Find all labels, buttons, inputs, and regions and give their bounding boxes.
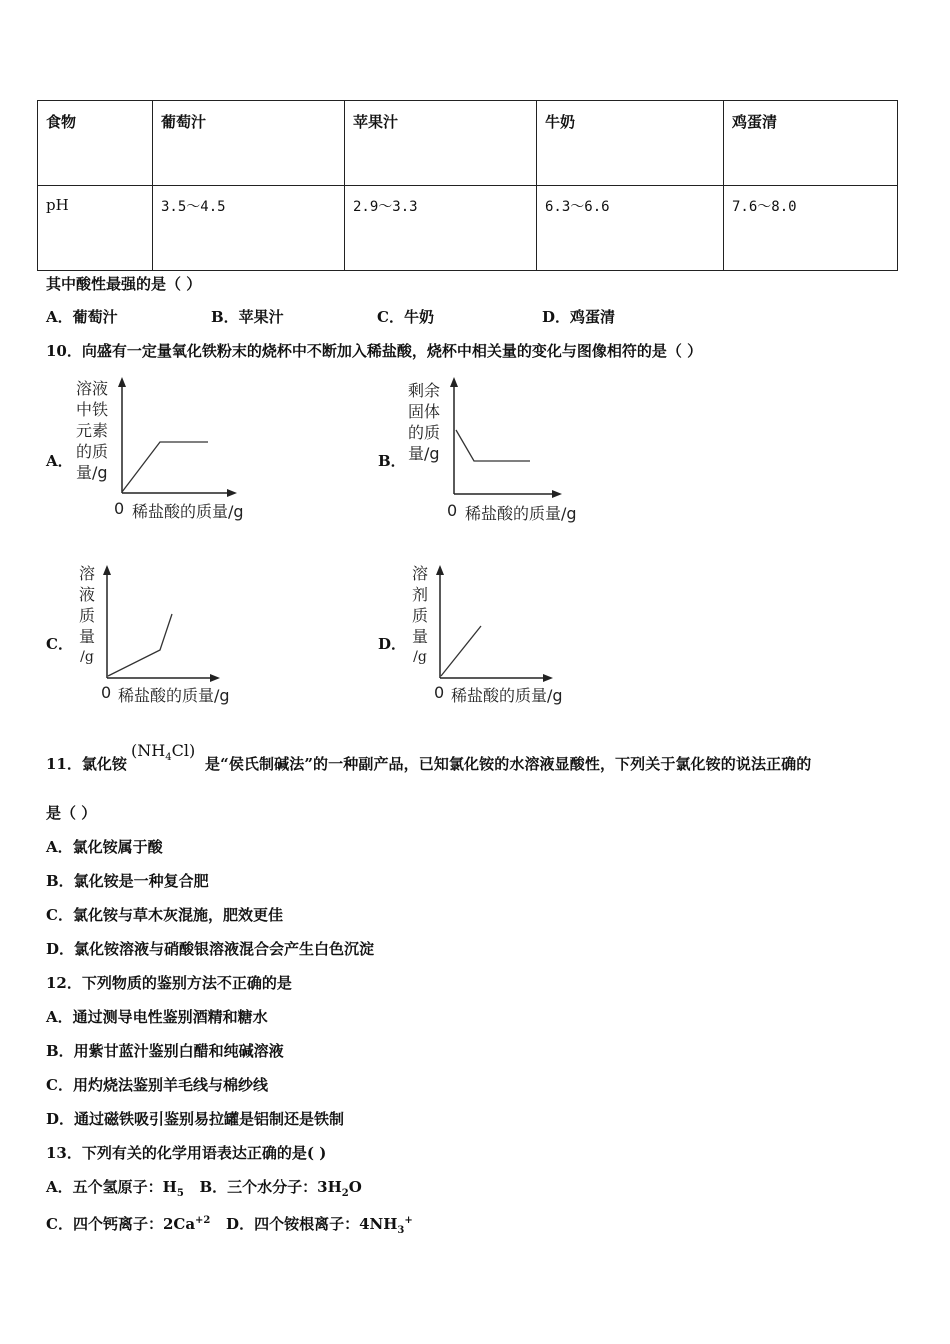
graph-c-ylabel-line: 质 bbox=[78, 606, 95, 625]
table-cell: 7.6～8.0 bbox=[724, 186, 898, 271]
graph-b-origin: 0 bbox=[447, 501, 458, 520]
graph-b-ylabel-line: 固体 bbox=[408, 402, 441, 421]
graph-a-ylabel bbox=[76, 378, 108, 483]
table-header-cell: 苹果汁 bbox=[345, 101, 537, 186]
graph-a-ylabel-line: 元素 bbox=[76, 421, 109, 440]
graph-b-ylabel-line: 剩余 bbox=[408, 381, 441, 400]
table-row-label: pH bbox=[38, 186, 153, 271]
graph-c-ylabel-line: /g bbox=[80, 649, 94, 665]
q12-option-a: A．通过测导电性鉴别酒精和糖水 bbox=[46, 1008, 268, 1026]
table-cell: 2.9～3.3 bbox=[345, 186, 537, 271]
graph-a-plot bbox=[110, 375, 240, 500]
graph-d-plot bbox=[429, 563, 559, 685]
q13-options-line2: C．四个钙离子：$2Ca^{+2}$ D．四个铵根离子：$4NH_3^+$ bbox=[46, 1215, 413, 1236]
q11-option-a: A．氯化铵属于酸 bbox=[46, 838, 163, 856]
graph-d-origin: 0 bbox=[434, 683, 445, 702]
q11-option-d: D．氯化铵溶液与硝酸银溶液混合会产生白色沉淀 bbox=[46, 940, 375, 958]
q13-options-line1: A．五个氢原子：$H_5$ B．三个水分子：$3H_2O$ bbox=[46, 1178, 362, 1199]
q9-option-c: C．牛奶 bbox=[377, 308, 434, 326]
q11-stem-prefix: 11．氯化铵 bbox=[46, 755, 127, 773]
graph-c-ylabel-line: 溶 bbox=[78, 564, 95, 583]
graph-d-label: D． bbox=[378, 635, 407, 653]
graph-b-ylabel bbox=[408, 380, 440, 464]
graph-d-ylabel-line: 剂 bbox=[411, 585, 428, 604]
table-header-cell: 葡萄汁 bbox=[153, 101, 345, 186]
q12-option-d: D．通过磁铁吸引鉴别易拉罐是铝制还是铁制 bbox=[46, 1110, 345, 1128]
graph-d-ylabel bbox=[411, 563, 429, 668]
table-header-row bbox=[38, 101, 898, 186]
graph-b-curve bbox=[456, 430, 530, 461]
graph-d-y-arrow bbox=[436, 565, 444, 575]
q13-stem: 13．下列有关的化学用语表达正确的是( ) bbox=[46, 1144, 327, 1162]
q12-stem: 12．下列物质的鉴别方法不正确的是 bbox=[46, 974, 292, 992]
graph-a-x-arrow bbox=[227, 489, 237, 497]
table-header-cell: 牛奶 bbox=[537, 101, 724, 186]
graph-a-label: A． bbox=[46, 452, 73, 470]
q9-stem: 其中酸性最强的是（ ） bbox=[46, 275, 202, 293]
graph-a-ylabel-line: 量/g bbox=[76, 463, 108, 482]
q11-option-b: B．氯化铵是一种复合肥 bbox=[46, 872, 209, 890]
ph-table bbox=[37, 100, 898, 271]
q11-stem-line2: 是（ ） bbox=[46, 804, 97, 822]
graph-b-label: B． bbox=[378, 452, 406, 470]
graph-b-y-arrow bbox=[450, 377, 458, 387]
graph-d-x-arrow bbox=[543, 674, 553, 682]
graph-d-xlabel: 稀盐酸的质量/g bbox=[451, 686, 563, 705]
graph-c-xlabel: 稀盐酸的质量/g bbox=[118, 686, 230, 705]
q12-option-b: B．用紫甘蓝汁鉴别白醋和纯碱溶液 bbox=[46, 1042, 284, 1060]
q9-option-a: A．葡萄汁 bbox=[46, 308, 118, 326]
table-cell: 3.5～4.5 bbox=[153, 186, 345, 271]
graph-a-ylabel-line: 溶液 bbox=[76, 379, 109, 398]
graph-d-ylabel-line: 溶 bbox=[411, 564, 428, 583]
q9-option-b: B．苹果汁 bbox=[211, 308, 284, 326]
graph-c-x-arrow bbox=[210, 674, 220, 682]
graph-a-xlabel: 稀盐酸的质量/g bbox=[132, 502, 244, 521]
graph-c-ylabel-line: 量 bbox=[78, 627, 95, 646]
table-header-cell: 鸡蛋清 bbox=[724, 101, 898, 186]
table-header-cell: 食物 bbox=[38, 101, 153, 186]
q11-stem-suffix: 是“侯氏制碱法”的一种副产品，已知氯化铵的水溶液显酸性，下列关于氯化铵的说法正确的 bbox=[205, 755, 812, 773]
graph-a-ylabel-line: 中铁 bbox=[76, 400, 109, 419]
q9-option-d: D．鸡蛋清 bbox=[542, 308, 616, 326]
graph-c-curve bbox=[108, 614, 172, 676]
graph-b-ylabel-line: 量/g bbox=[408, 444, 440, 463]
q11-option-c: C．氯化铵与草木灰混施，肥效更佳 bbox=[46, 906, 283, 924]
graph-a-curve bbox=[122, 442, 208, 492]
q12-option-c: C．用灼烧法鉴别羊毛线与棉纱线 bbox=[46, 1076, 268, 1094]
graph-d-ylabel-line: 量 bbox=[411, 627, 428, 646]
graph-b-plot bbox=[442, 375, 572, 500]
graph-d-ylabel-line: 质 bbox=[411, 606, 428, 625]
graph-b-x-arrow bbox=[552, 490, 562, 498]
graph-c-label: C． bbox=[46, 635, 73, 653]
graph-c-plot bbox=[96, 563, 226, 685]
graph-c-ylabel bbox=[78, 563, 96, 668]
graph-a-origin: 0 bbox=[114, 499, 125, 518]
graph-b-ylabel-line: 的质 bbox=[408, 423, 441, 442]
graph-d-curve bbox=[441, 626, 481, 676]
table-row bbox=[38, 186, 898, 271]
graph-a-ylabel-line: 的质 bbox=[76, 442, 109, 461]
graph-a-y-arrow bbox=[118, 377, 126, 387]
q11-formula: $(NH_4Cl)$ bbox=[131, 741, 196, 764]
graph-b-xlabel: 稀盐酸的质量/g bbox=[465, 504, 577, 523]
graph-c-ylabel-line: 液 bbox=[78, 585, 95, 604]
graph-c-y-arrow bbox=[103, 565, 111, 575]
q10-stem: 10．向盛有一定量氧化铁粉末的烧杯中不断加入稀盐酸，烧杯中相关量的变化与图像相符的是（ ） bbox=[46, 342, 703, 360]
graph-c-origin: 0 bbox=[101, 683, 112, 702]
graph-d-ylabel-line: /g bbox=[413, 649, 427, 665]
table-cell: 6.3～6.6 bbox=[537, 186, 724, 271]
